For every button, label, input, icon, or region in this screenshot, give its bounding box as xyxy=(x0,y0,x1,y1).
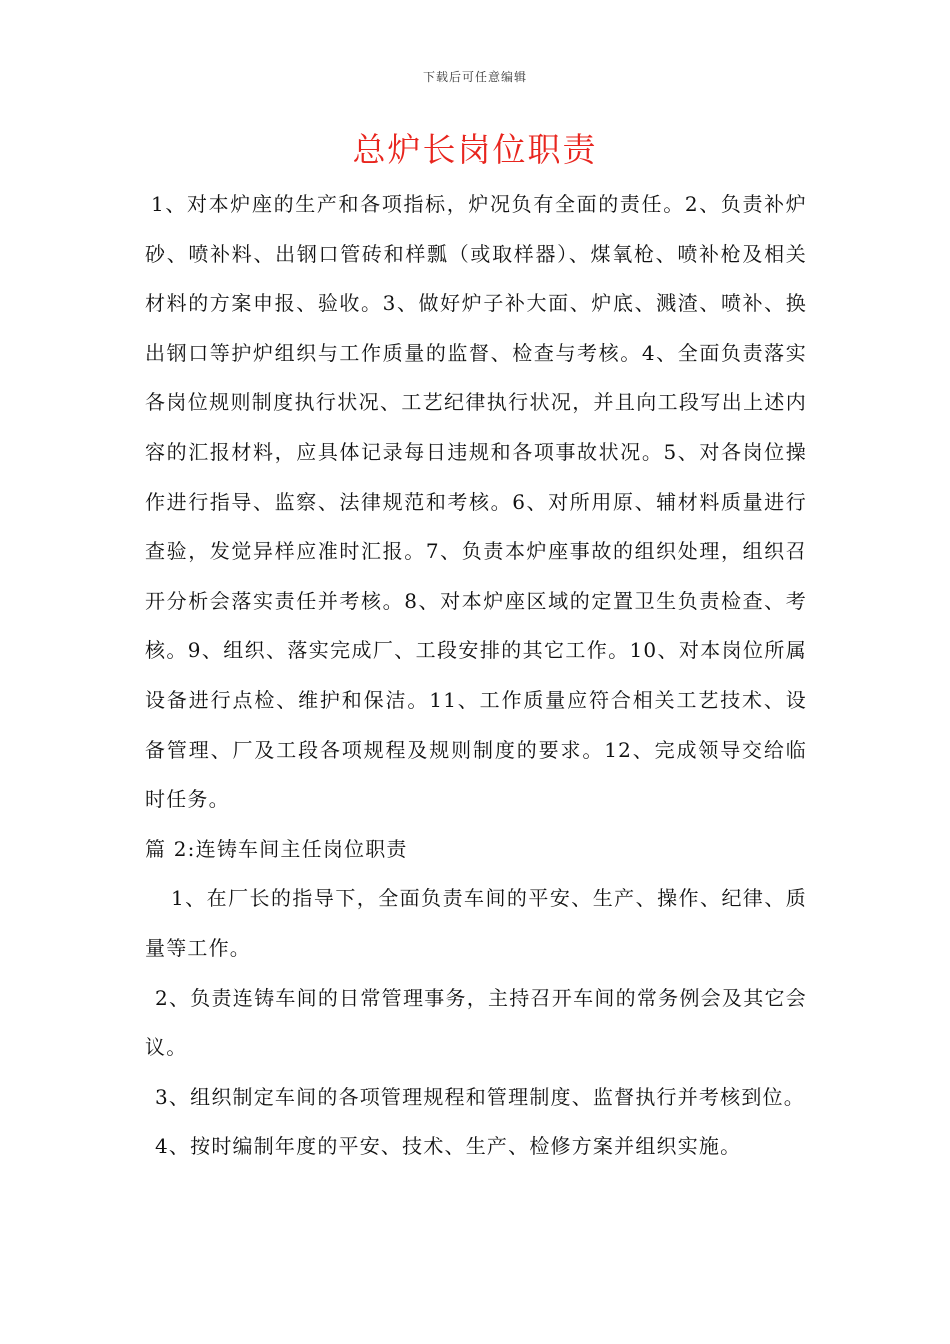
section-2-heading: 篇 2:连铸车间主任岗位职责 xyxy=(145,836,408,861)
section-2-item-1: 1、在厂长的指导下，全面负责车间的平安、生产、操作、纪律、质量等工作。 xyxy=(145,886,807,960)
header-note: 下载后可任意编辑 xyxy=(422,70,527,84)
section-2-item-3: 3、组织制定车间的各项管理规程和管理制度、监督执行并考核到位。 xyxy=(155,1084,805,1109)
main-paragraph: 1、对本炉座的生产和各项指标，炉况负有全面的责任。2、负责补炉砂、喷补料、出钢口管砖和样瓢（或取样器）、煤氧枪、喷补枪及相关材料的方案申报、验收。3、做好炉子补大面、炉底、溅渣、喷补、换出钢口等护炉组织与工作质量的监督、检查与考核。4、全面负责落实各岗位规则制度执行状况、工艺纪律执行状况，并且向工段写出上述内容的汇报材料，应具体记录每日违规和各项事故状况。5、对各岗位操作进行指导、监察、法律规范和考核。6、对所用原、辅材料质量进行查验，发觉异样应准时汇报。7、负责本炉座事故的组织处理，组织召开分析会落实责任并考核。8、对本炉座区域的定置卫生负责检查、考核。9、组织、落实完成厂、工段安排的其它工作。10、对本岗位所属设备进行点检、维护和保洁。11、工作质量应符合相关工艺技术、设备管理、厂及工段各项规程及规则制度的要求。12、完成领导交给临时任务。 xyxy=(145,192,807,812)
document-body xyxy=(145,180,807,1172)
section-2-item-2: 2、负责连铸车间的日常管理事务，主持召开车间的常务例会及其它会议。 xyxy=(145,985,807,1060)
document-title: 总炉长岗位职责 xyxy=(352,130,598,169)
section-2-item-4: 4、按时编制年度的平安、技术、生产、检修方案并组织实施。 xyxy=(155,1134,742,1159)
